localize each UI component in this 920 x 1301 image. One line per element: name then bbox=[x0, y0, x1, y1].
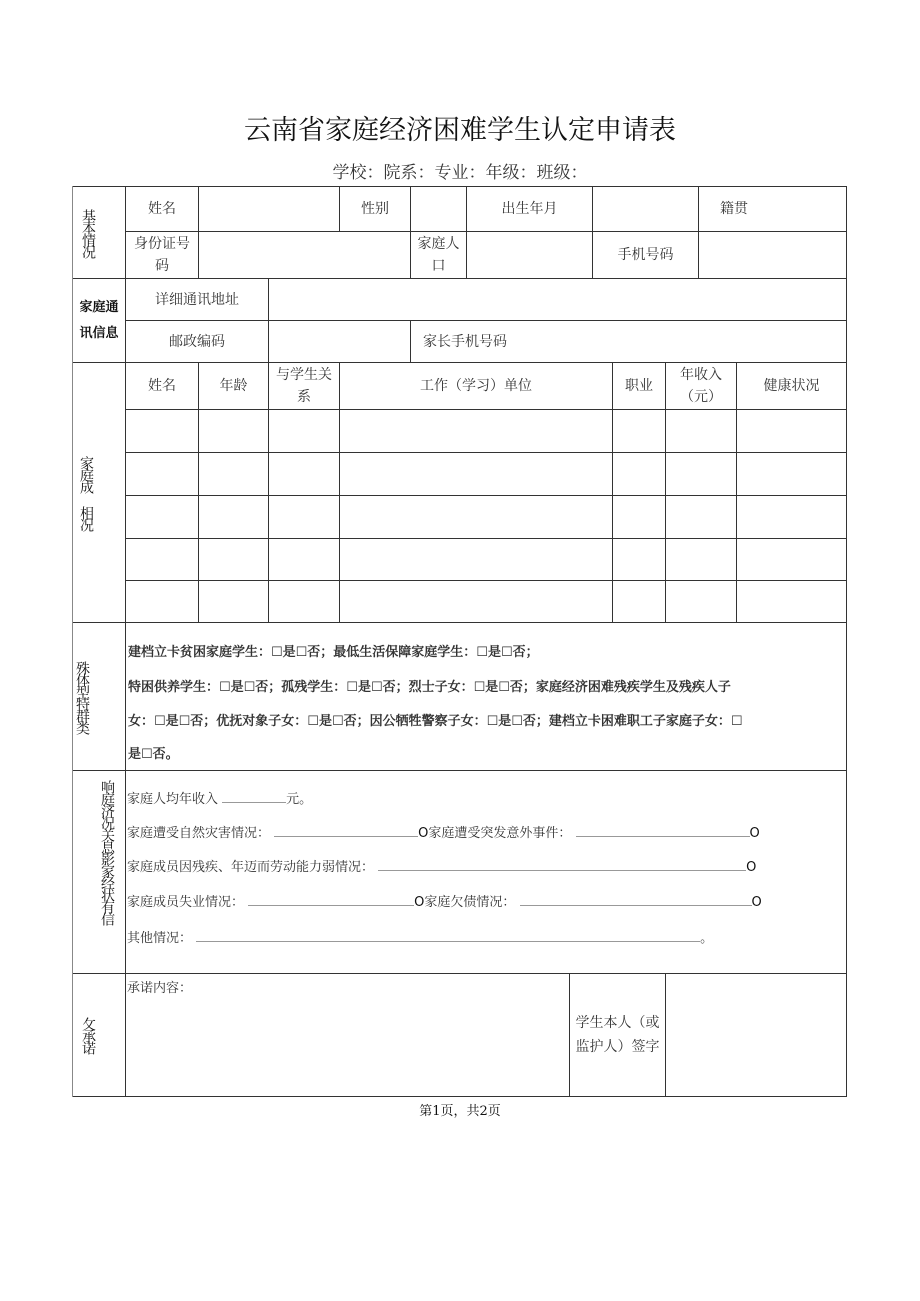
member-relation-field[interactable] bbox=[269, 581, 343, 624]
section-label-pledge: 攵承诺 bbox=[80, 1017, 96, 1053]
postcode-label: 邮政编码 bbox=[169, 333, 225, 350]
col-header-income: 年收入 （元） bbox=[680, 367, 722, 405]
member-name-field[interactable] bbox=[126, 453, 202, 497]
member-occupation-field[interactable] bbox=[613, 539, 669, 582]
member-work-unit-field[interactable] bbox=[340, 410, 616, 454]
special-group-line-4[interactable]: 是☐否。 bbox=[128, 747, 179, 762]
member-health-field[interactable] bbox=[737, 496, 850, 540]
name-field[interactable] bbox=[199, 187, 343, 233]
member-work-unit-field[interactable] bbox=[340, 496, 616, 540]
signature-label: 学生本人（或 监护人）签字 bbox=[575, 1015, 660, 1055]
circle-mark: O bbox=[414, 895, 425, 910]
other-blank[interactable] bbox=[196, 929, 700, 942]
member-age-field[interactable] bbox=[199, 453, 272, 497]
section-label-special-groups: 殊体型特群类 bbox=[74, 660, 90, 733]
pledge-content-field[interactable] bbox=[127, 996, 569, 1096]
page-number: 第1页，共2页 bbox=[419, 1104, 501, 1119]
member-income-field[interactable] bbox=[666, 496, 740, 540]
member-income-field[interactable] bbox=[666, 410, 740, 454]
address-field[interactable] bbox=[269, 279, 850, 322]
col-header-occupation: 职业 bbox=[625, 378, 653, 394]
gender-label: 性别 bbox=[361, 201, 389, 217]
section-label-basic-info: 基本情况 bbox=[80, 208, 96, 257]
household-size-field[interactable] bbox=[467, 232, 596, 280]
member-work-unit-field[interactable] bbox=[340, 581, 616, 624]
col-header-health: 健康状况 bbox=[763, 378, 820, 394]
member-income-field[interactable] bbox=[666, 453, 740, 497]
unemployment-line: 家庭成员失业情况： O家庭欠债情况： O bbox=[127, 895, 762, 910]
address-label: 详细通讯地址 bbox=[155, 291, 239, 308]
member-income-field[interactable] bbox=[666, 539, 740, 582]
circle-mark: O bbox=[749, 826, 760, 841]
native-place-field[interactable] bbox=[770, 187, 850, 233]
circle-mark: O bbox=[751, 895, 762, 910]
income-line: 家庭人均年收入 元。 bbox=[127, 792, 313, 807]
member-health-field[interactable] bbox=[737, 539, 850, 582]
phone-label: 手机号码 bbox=[617, 247, 674, 263]
special-group-line-3[interactable]: 女：☐是☐否；优抚对象子女：☐是☐否；因公牺牲警察子女：☐是☐否；建档立卡困难职工子家庭子女：☐ bbox=[128, 714, 743, 729]
member-income-field[interactable] bbox=[666, 581, 740, 624]
native-place-label: 籍贯 bbox=[720, 201, 748, 217]
grid-line bbox=[72, 770, 847, 771]
member-name-field[interactable] bbox=[126, 581, 202, 624]
member-name-field[interactable] bbox=[126, 539, 202, 582]
member-occupation-field[interactable] bbox=[613, 496, 669, 540]
household-size-label: 家庭人 口 bbox=[417, 236, 460, 274]
member-name-field[interactable] bbox=[126, 496, 202, 540]
accident-blank[interactable] bbox=[576, 824, 750, 837]
member-relation-field[interactable] bbox=[269, 410, 343, 454]
member-age-field[interactable] bbox=[199, 539, 272, 582]
debt-blank[interactable] bbox=[520, 893, 752, 906]
special-group-line-1[interactable]: 建档立卡贫困家庭学生：☐是☐否；最低生活保障家庭学生：☐是☐否； bbox=[128, 645, 539, 660]
col-header-name: 姓名 bbox=[148, 378, 176, 394]
disability-blank[interactable] bbox=[378, 858, 746, 871]
section-label-economic-factors: 响庭济况关息影家经状有信 bbox=[99, 780, 115, 924]
member-occupation-field[interactable] bbox=[613, 453, 669, 497]
member-age-field[interactable] bbox=[199, 581, 272, 624]
section-label-contact-info: 家庭通 讯信息 bbox=[79, 299, 119, 341]
member-work-unit-field[interactable] bbox=[340, 539, 616, 582]
circle-mark: O bbox=[746, 860, 757, 875]
member-occupation-field[interactable] bbox=[613, 410, 669, 454]
special-group-line-2[interactable]: 特困供养学生：☐是☐否；孤残学生：☐是☐否；烈士子女：☐是☐否；家庭经济困难残疾学生及残疾人子 bbox=[128, 680, 731, 695]
member-occupation-field[interactable] bbox=[613, 581, 669, 624]
member-age-field[interactable] bbox=[199, 496, 272, 540]
id-number-label: 身份证号 码 bbox=[134, 236, 190, 274]
postcode-field[interactable] bbox=[269, 321, 414, 364]
id-number-field[interactable] bbox=[199, 232, 414, 280]
col-header-age: 年龄 bbox=[219, 378, 248, 394]
document-subtitle: 学校：院系：专业：年级：班级： bbox=[332, 163, 588, 183]
member-health-field[interactable] bbox=[737, 581, 850, 624]
member-health-field[interactable] bbox=[737, 410, 850, 454]
gender-field[interactable] bbox=[411, 187, 470, 233]
col-header-relation: 与学生关 系 bbox=[276, 367, 332, 405]
circle-mark: O bbox=[418, 826, 429, 841]
member-work-unit-field[interactable] bbox=[340, 453, 616, 497]
member-age-field[interactable] bbox=[199, 410, 272, 454]
disability-line: 家庭成员因残疾、年迈而劳动能力弱情况： O bbox=[127, 860, 757, 875]
birth-label: 出生年月 bbox=[501, 201, 558, 217]
section-label-family-members: 家庭成 相况 bbox=[78, 455, 94, 530]
document-title: 云南省家庭经济困难学生认定申请表 bbox=[244, 115, 676, 146]
parent-phone-field[interactable] bbox=[530, 321, 850, 364]
member-health-field[interactable] bbox=[737, 453, 850, 497]
disaster-blank[interactable] bbox=[274, 824, 418, 837]
parent-phone-label: 家长手机号码 bbox=[423, 333, 507, 350]
unemployment-blank[interactable] bbox=[248, 893, 414, 906]
disaster-line: 家庭遭受自然灾害情况： O家庭遭受突发意外事件： O bbox=[127, 826, 760, 841]
birth-field[interactable] bbox=[593, 187, 702, 233]
other-line: 其他情况： 。 bbox=[127, 931, 714, 946]
pledge-content-label: 承诺内容： bbox=[127, 981, 193, 996]
member-relation-field[interactable] bbox=[269, 539, 343, 582]
income-blank[interactable] bbox=[222, 790, 286, 803]
col-header-work-unit: 工作（学习）单位 bbox=[420, 378, 532, 394]
phone-field[interactable] bbox=[699, 232, 850, 280]
name-label: 姓名 bbox=[148, 201, 176, 217]
member-relation-field[interactable] bbox=[269, 496, 343, 540]
signature-field[interactable] bbox=[666, 974, 850, 1098]
member-relation-field[interactable] bbox=[269, 453, 343, 497]
member-name-field[interactable] bbox=[126, 410, 202, 454]
